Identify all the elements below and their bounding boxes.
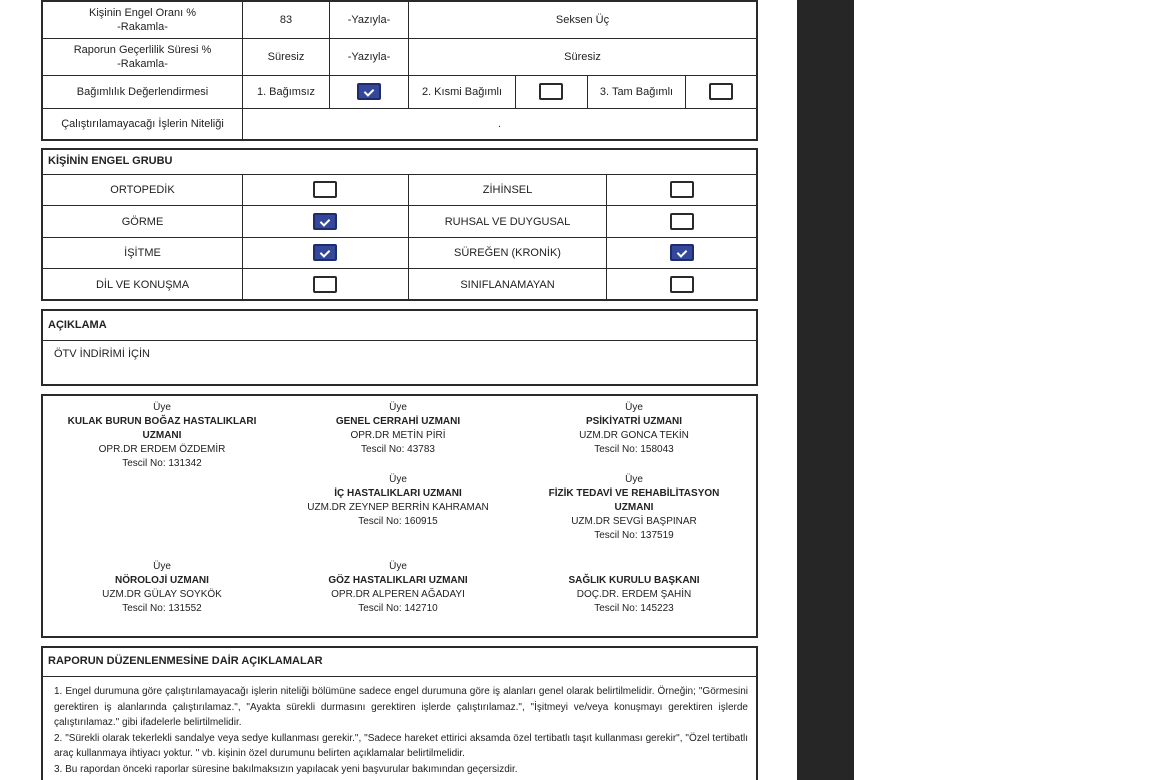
gorme-checkbox[interactable] [313, 213, 337, 230]
note-1: 1. Engel durumuna göre çalıştırılamayacağı işlerin niteliği bölümüne sadece engel durumuna göre iş alanları genel olarak belirtilmelidir. Örneğin; "Görmesini gerektiren iş alanlarında çalıştırılamaz.", "Ayakta sürekli durmasını gerektiren işlerde çalıştırılamaz.", "İşitmeyi ve/veya konuşmayı gerektiren işlerde çalıştırılamaz." gibi ifadelerle belirtilmelidir. [54, 686, 748, 728]
zihinsel-label: ZİHİNSEL [482, 184, 533, 196]
ortopedik-label: ORTOPEDİK [110, 184, 175, 196]
siniflanamayan-checkbox[interactable] [670, 276, 694, 293]
viewer-gutter [797, 0, 854, 780]
member-kbb: Üye KULAK BURUN BOĞAZ HASTALIKLARI UZMANI OPR.DR ERDEM ÖZDEMİR Tescil No: 131342 [67, 402, 257, 469]
member-fizik-tedavi: Üye FİZİK TEDAVİ VE REHABİLİTASYON UZMANI UZM.DR SEVGİ BAŞPINAR Tescil No: 137519 [548, 474, 720, 541]
engel-orani-value: 83 [279, 14, 293, 26]
isitme-checkbox[interactable] [313, 244, 337, 261]
member-kurul-baskani: SAĞLIK KURULU BAŞKANI DOÇ.DR. ERDEM ŞAHİN Tescil No: 145223 [568, 575, 700, 614]
member-ic-hastaliklari: Üye İÇ HASTALIKLARI UZMANI UZM.DR ZEYNEP BERRİN KAHRAMAN Tescil No: 160915 [307, 474, 489, 527]
note-3: 3. Bu rapordan önceki raporlar süresine bakılmaksızın yapılacak yeni başvurular bakımından geçersizdir. [54, 763, 518, 775]
engel-orani-label: Kişinin Engel Oranı % -Rakamla- [89, 7, 196, 33]
bagimlilik-label: Bağımlılık Değerlendirmesi [76, 86, 209, 98]
calisma-value: . [497, 118, 502, 130]
bagimsiz-checkbox[interactable] [357, 83, 381, 100]
ortopedik-checkbox[interactable] [313, 181, 337, 198]
suregen-label: SÜREĞEN (KRONİK) [454, 247, 561, 259]
suregen-checkbox[interactable] [670, 244, 694, 261]
member-goz: Üye GÖZ HASTALIKLARI UZMANI OPR.DR ALPEREN AĞADAYI Tescil No: 142710 [328, 561, 468, 614]
dil-konusma-checkbox[interactable] [313, 276, 337, 293]
gecerlilik-label: Raporun Geçerlilik Süresi % -Rakamla- [73, 44, 212, 70]
member-noroloji: Üye NÖROLOJİ UZMANI UZM.DR GÜLAY SOYKÖK Tescil No: 131552 [102, 561, 222, 614]
note-2: 2. "Sürekli olarak tekerlekli sandalye veya sedye kullanması gerekir.", "Sadece hareket ettirici aksamda özel tertibatlı taşıt kullanması gerekir", "Özel tertibatlı araç kullanmaya ihtiyacı yoktur. " vb. kişinin özel durumunu belirten açıklamalar belirtilmelidir. [54, 732, 748, 759]
ruhsal-checkbox[interactable] [670, 213, 694, 230]
dil-konusma-label: DİL VE KONUŞMA [95, 278, 190, 291]
aciklama-title: AÇIKLAMA [48, 319, 107, 331]
engel-orani-yazi-value: Seksen Üç [555, 14, 610, 26]
ruhsal-label: RUHSAL VE DUYGUSAL [444, 215, 571, 228]
kismi-bagimli-checkbox[interactable] [539, 83, 563, 100]
engel-orani-yazi-label: -Yazıyla- [347, 14, 391, 26]
gecerlilik-value: Süresiz [267, 51, 305, 63]
bagimsiz-label: 1. Bağımsız [256, 86, 316, 98]
member-genel-cerrahi: Üye GENEL CERRAHİ UZMANI OPR.DR METİN PİRİ Tescil No: 43783 [335, 402, 461, 455]
tam-bagimli-label: 3. Tam Bağımlı [599, 86, 674, 98]
aciklama-text: ÖTV İNDİRİMİ İÇİN [54, 348, 150, 360]
zihinsel-checkbox[interactable] [670, 181, 694, 198]
calisma-label: Çalıştırılamayacağı İşlerin Niteliği [61, 118, 224, 130]
rapor-aciklama-title: RAPORUN DÜZENLENMESİNE DAİR AÇIKLAMALAR [48, 655, 323, 667]
isitme-label: İŞİTME [124, 247, 161, 259]
gecerlilik-yazi-value: Süresiz [564, 51, 601, 63]
gorme-label: GÖRME [121, 215, 164, 228]
rapor-aciklama-notes [54, 684, 748, 777]
siniflanamayan-label: SINIFLANAMAYAN [460, 278, 555, 291]
tam-bagimli-checkbox[interactable] [709, 83, 733, 100]
gecerlilik-yazi-label: -Yazıyla- [347, 51, 391, 63]
kismi-bagimli-label: 2. Kısmi Bağımlı [421, 86, 503, 98]
viewer-background [854, 0, 1152, 780]
member-psikiyatri: Üye PSİKİYATRİ UZMANI UZM.DR GONCA TEKİN Tescil No: 158043 [579, 402, 689, 455]
engel-grubu-title: KİŞİNİN ENGEL GRUBU [48, 155, 173, 167]
